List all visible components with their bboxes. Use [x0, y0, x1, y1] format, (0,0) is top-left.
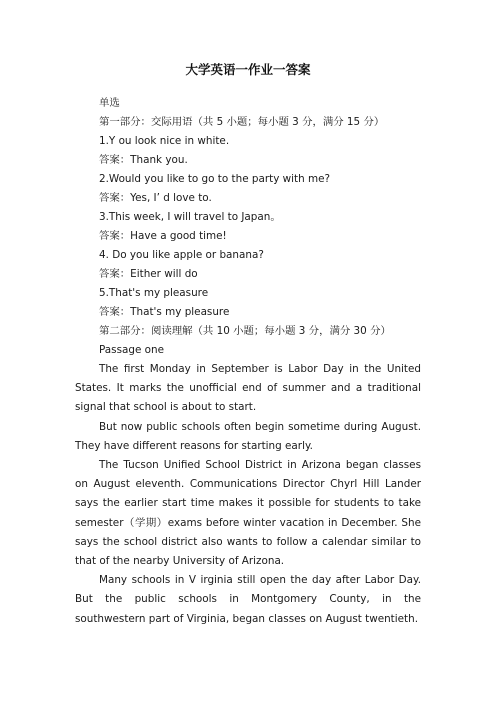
passage-paragraph — [75, 418, 421, 456]
part1-heading: 第一部分：交际用语（共 5 小题；每小题 3 分，满分 15 分） — [99, 116, 385, 128]
question-1: 1.Y ou look nice in white. — [99, 135, 230, 147]
question-2: 2.Would you like to go to the party with me? — [99, 173, 331, 185]
answer-2: 答案：Yes, I’ d love to. — [99, 192, 212, 204]
section-type: 单选 — [99, 97, 120, 109]
question-3: 3.This week, I will travel to Japan。 — [99, 211, 281, 223]
paragraph-text: Many schools in V irginia still open the day after Labor Day. But the public schools in Montgomery County, in the southwestern part of Virginia, began classes on August twentieth. — [75, 574, 421, 625]
passage-paragraph — [75, 571, 421, 629]
document-title: 大学英语一作业一答案 — [185, 62, 311, 77]
passage-paragraph — [75, 456, 421, 571]
document-body — [75, 94, 421, 629]
answer-1: 答案：Thank you. — [99, 154, 188, 166]
part2-heading: 第二部分：阅读理解（共 10 小题；每小题 3 分，满分 30 分） — [99, 325, 391, 337]
answer-4: 答案：Either will do — [99, 268, 198, 280]
paragraph-text: The first Monday in September is Labor Day in the United States. It marks the unofficial end of summer and a traditional signal that school is about to start. — [75, 363, 421, 414]
paragraph-text: But now public schools often begin sometime during August. They have different reasons for starting early. — [75, 420, 421, 452]
passage-label: Passage one — [99, 344, 164, 356]
answer-5: 答案：That's my pleasure — [99, 306, 230, 318]
answer-3: 答案：Have a good time! — [99, 230, 227, 242]
question-4: 4. Do you like apple or banana? — [99, 249, 264, 261]
paragraph-text: The Tucson Unified School District in Arizona began classes on August eleventh. Communications Director Chyrl Hill Lander says the earlier start time makes it possible for students to take semester（学期）exams before winter vacation in December. She says the school district also wants to follow a calendar similar to that of the nearby University of Arizona. — [75, 459, 421, 568]
passage-paragraph — [75, 360, 421, 418]
question-5: 5.That's my pleasure — [99, 287, 209, 299]
